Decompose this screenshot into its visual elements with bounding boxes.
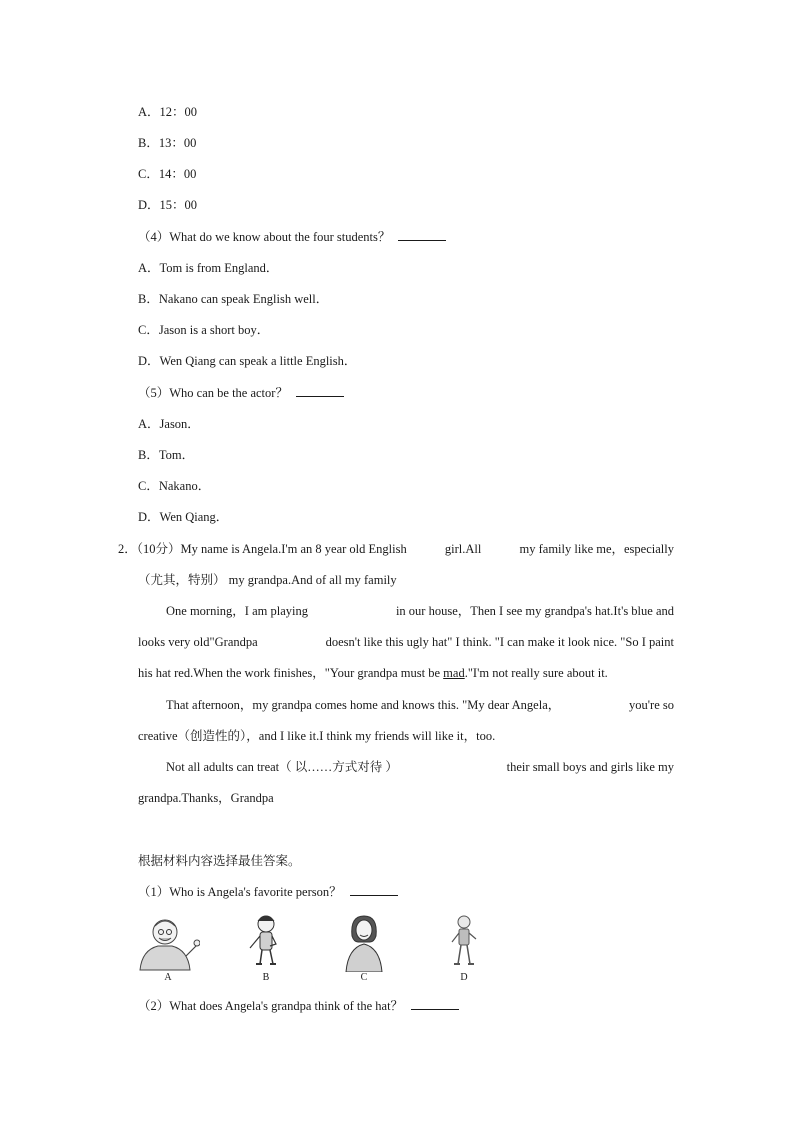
option-label-c: C [360,972,368,983]
passage2-p2-line1 [166,697,674,713]
sub-question-1 [138,884,398,900]
q3-option-d: D．15：00 [138,198,198,212]
boy-icon [236,912,296,972]
underlined-word-mad: mad [443,666,465,680]
passage2-text: looks very old"Grandpa [138,635,258,649]
option-b-boy-picture [236,912,296,984]
passage2-text: doesn't like this ugly hat" I think. "I can make it look nice. "So I paint [325,635,674,649]
passage2-p2-line2: creative（创造性的），and I like it.I think my friends will like it，too. [138,729,496,743]
passage2-text: you're so [629,698,674,712]
q4-option-c: C．Jason is a short boy． [138,323,270,337]
option-d-child-picture [434,912,494,984]
passage2-text: his hat red.When the work finishes，"Your grandpa must be [138,666,441,680]
option-label-b: B [262,972,270,983]
woman-icon [334,912,394,972]
question-number: 2． [118,542,137,556]
option-c-woman-picture [334,912,394,984]
sub-question-1-blank [350,884,398,896]
sub-question-2-text: （2）What does Angela's grandpa think of the hat？ [138,999,404,1013]
passage2-line1 [118,541,674,557]
sub-question-2 [138,998,459,1014]
option-label-a: A [164,972,172,983]
passage2-text-c: my family like me，especially [519,542,674,556]
sub-question-1-text: （1）Who is Angela's favorite person？ [138,885,342,899]
q5-option-c: C．Nakano． [138,479,211,493]
passage2-text: their small boys and girls like my [506,760,674,774]
q5-option-d: D．Wen Qiang． [138,510,229,524]
passage2-text: Not all adults can treat（ 以……方式对待 ） [166,760,398,774]
passage2-text: ."I'm not really sure about it. [464,666,608,680]
q5-question-text: （5）Who can be the actor？ [138,386,288,400]
passage2-text-b: girl.All [444,542,482,556]
passage2-text: in our house，Then I see my grandpa's hat.It's blue and [395,604,674,618]
passage2-text: That afternoon，my grandpa comes home and knows this. "My dear Angela， [166,698,561,712]
q4-question [138,229,446,245]
q4-question-text: （4）What do we know about the four students？ [138,230,391,244]
q4-option-b: B．Nakano can speak English well． [138,292,329,306]
passage2-text-a: My name is Angela.I'm an 8 year old English [180,542,407,556]
passage2-p1-line2 [138,634,674,650]
passage2-p1-line1 [166,603,674,619]
q4-answer-blank [398,229,446,241]
q3-option-c: C．14：00 [138,167,197,181]
passage2-line2: （尤其，特别） my grandpa.And of all my family [138,573,397,587]
instructions: 根据材料内容选择最佳答案。 [138,854,301,868]
q4-option-a: A．Tom is from England． [138,261,279,275]
passage2-p3-line1 [166,759,674,775]
q3-option-a: A．12：00 [138,105,198,119]
question-score: （10分） [136,542,181,556]
passage2-p1-line3 [138,665,608,681]
grandpa-icon [138,912,200,972]
q5-option-b: B．Tom． [138,448,195,462]
passage2-header [118,541,407,557]
option-label-d: D [460,972,468,983]
sub-question-2-blank [411,998,459,1010]
passage2-text: One morning，I am playing [166,604,308,618]
picture-options [138,912,483,984]
option-a-grandpa-picture [138,912,198,984]
q5-answer-blank [296,385,344,397]
q4-option-d: D．Wen Qiang can speak a little English． [138,354,357,368]
passage2-p3-line2: grandpa.Thanks，Grandpa [138,791,274,805]
q5-question [138,385,344,401]
q5-option-a: A．Jason． [138,417,200,431]
child-icon [434,912,494,972]
q3-option-b: B．13：00 [138,136,197,150]
